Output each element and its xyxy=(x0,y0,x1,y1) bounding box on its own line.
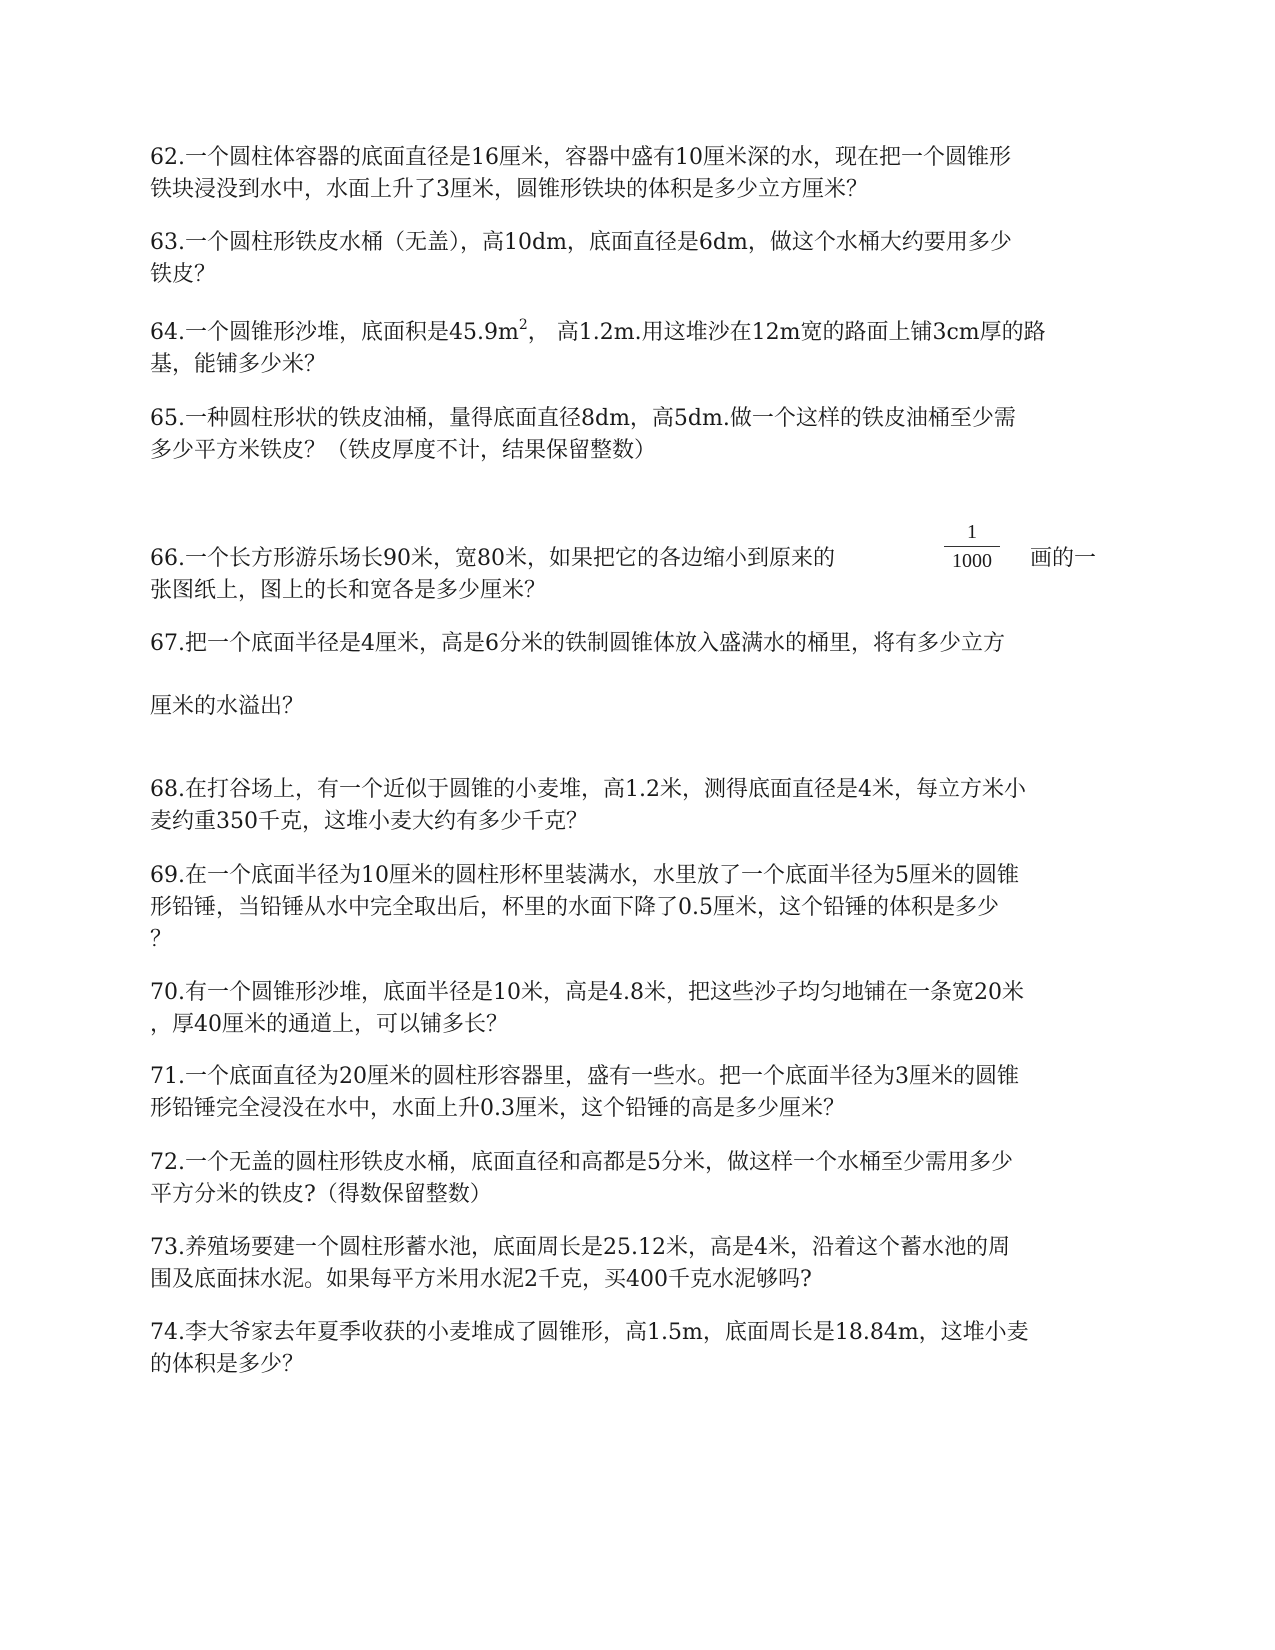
q64-superscript: 2 xyxy=(518,316,528,333)
q66-fraction-bar xyxy=(944,546,1000,547)
q64-line1-end: ， 高1.2m.用这堆沙在12m宽的路面上铺3cm厚的路 xyxy=(527,320,1046,345)
q63-line2: 铁皮？ xyxy=(150,262,217,287)
q69-line3: ？ xyxy=(150,927,173,952)
q71-line2: 形铅锤完全浸没在水中，水面上升0.3厘米，这个铅锤的高是多少厘米？ xyxy=(150,1096,845,1121)
q74-line1: 74.李大爷家去年夏季收获的小麦堆成了圆锥形，高1.5m，底面周长是18.84m，这堆小麦 xyxy=(150,1320,1029,1345)
q63-line1: 63.一个圆柱形铁皮水桶（无盖），高10dm，底面直径是6dm，做这个水桶大约要用多少 xyxy=(150,230,1012,255)
q72-line1: 72.一个无盖的圆柱形铁皮水桶，底面直径和高都是5分米，做这样一个水桶至少需用多少 xyxy=(150,1150,1013,1175)
q68-line2: 麦约重350千克，这堆小麦大约有多少千克？ xyxy=(150,809,588,834)
q66-line1-start: 66.一个长方形游乐场长90米，宽80米，如果把它的各边缩小到原来的 xyxy=(150,546,835,571)
q69-line2: 形铅锤，当铅锤从水中完全取出后，杯里的水面下降了0.5厘米，这个铅锤的体积是多少 xyxy=(150,895,999,920)
q65-line1: 65.一种圆柱形状的铁皮油桶，量得底面直径8dm，高5dm.做一个这样的铁皮油桶至少需 xyxy=(150,406,1016,431)
q70-line2: ，厚40厘米的通道上，可以铺多长？ xyxy=(150,1012,508,1037)
q74-line2: 的体积是多少？ xyxy=(150,1352,305,1377)
q64-line1-start: 64.一个圆锥形沙堆，底面积是45.9m xyxy=(150,320,519,345)
q72-line2: 平方分米的铁皮?（得数保留整数） xyxy=(150,1182,492,1207)
q66-fraction xyxy=(944,520,1000,573)
q66-fraction-denominator: 1000 xyxy=(952,550,992,572)
q70-line1: 70.有一个圆锥形沙堆，底面半径是10米，高是4.8米，把这些沙子均匀地铺在一条宽20米 xyxy=(150,980,1024,1005)
q65-line2: 多少平方米铁皮？（铁皮厚度不计，结果保留整数） xyxy=(150,438,657,463)
q62-line2: 铁块浸没到水中，水面上升了3厘米，圆锥形铁块的体积是多少立方厘米？ xyxy=(150,177,868,202)
q67-line2: 厘米的水溢出？ xyxy=(150,694,305,719)
q73-line1: 73.养殖场要建一个圆柱形蓄水池，底面周长是25.12米，高是4米，沿着这个蓄水池的周 xyxy=(150,1235,1010,1260)
q66-line1-end: 画的一 xyxy=(1030,546,1097,571)
q69-line1: 69.在一个底面半径为10厘米的圆柱形杯里装满水，水里放了一个底面半径为5厘米的圆锥 xyxy=(150,863,1019,888)
q66-fraction-numerator: 1 xyxy=(967,521,977,543)
q62-line1: 62.一个圆柱体容器的底面直径是16厘米，容器中盛有10厘米深的水，现在把一个圆锥形 xyxy=(150,145,1011,170)
q66-line2: 张图纸上，图上的长和宽各是多少厘米？ xyxy=(150,578,547,603)
q64-line2: 基，能铺多少米？ xyxy=(150,352,327,377)
q67-line1: 67.把一个底面半径是4厘米，高是6分米的铁制圆锥体放入盛满水的桶里，将有多少立方 xyxy=(150,631,1005,656)
q64-line1 xyxy=(150,317,1046,349)
q71-line1: 71.一个底面直径为20厘米的圆柱形容器里，盛有一些水。把一个底面半径为3厘米的圆锥 xyxy=(150,1064,1019,1089)
q68-line1: 68.在打谷场上，有一个近似于圆锥的小麦堆，高1.2米，测得底面直径是4米，每立方米小 xyxy=(150,777,1026,802)
q73-line2: 围及底面抹水泥。如果每平方米用水泥2千克，买400千克水泥够吗? xyxy=(150,1267,812,1292)
